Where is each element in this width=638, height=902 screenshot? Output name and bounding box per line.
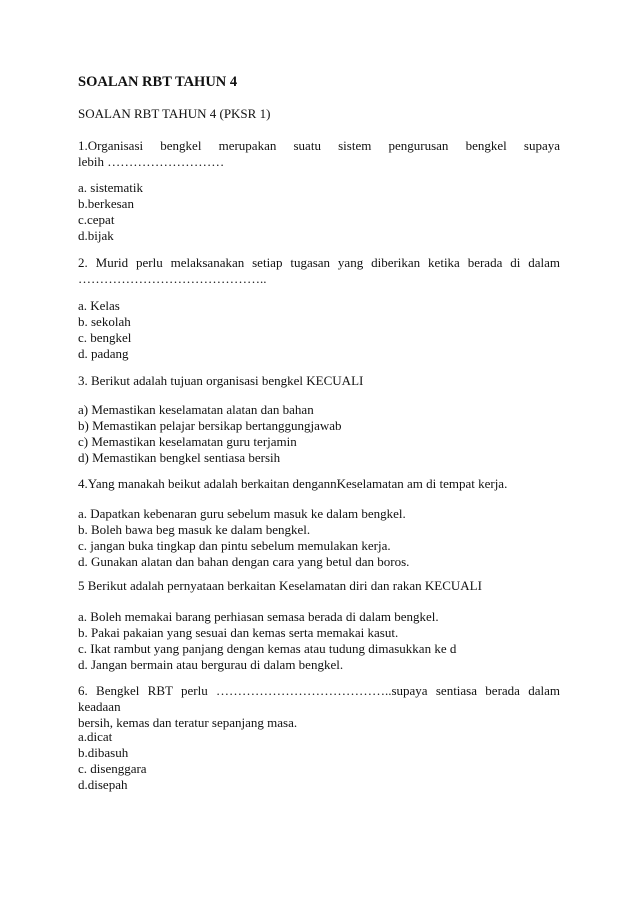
question-4-options: [78, 506, 560, 570]
question-3-options: [78, 402, 560, 466]
option-c: c. jangan buka tingkap dan pintu sebelum memulakan kerja.: [78, 538, 391, 553]
question-1: [78, 138, 560, 170]
option-a: a. Kelas: [78, 298, 120, 313]
question-5-text: 5 Berikut adalah pernyataan berkaitan Keselamatan diri dan rakan KECUALI: [78, 578, 482, 593]
question-1-options: [78, 180, 560, 244]
question-2-options: [78, 298, 560, 362]
question-4: [78, 476, 560, 492]
option-d: d. Gunakan alatan dan bahan dengan cara yang betul dan boros.: [78, 554, 410, 569]
question-4-text: 4.Yang manakah beikut adalah berkaitan dengannKeselamatan am di tempat kerja.: [78, 476, 508, 491]
question-3: [78, 373, 560, 389]
option-c: c. Ikat rambut yang panjang dengan kemas atau tudung dimasukkan ke d: [78, 641, 457, 656]
option-d: d.bijak: [78, 228, 114, 243]
option-a: a. sistematik: [78, 180, 143, 195]
option-c: c. bengkel: [78, 330, 132, 345]
question-5-options: [78, 609, 560, 673]
question-6-text-cont: bersih, kemas dan teratur sepanjang masa.: [78, 715, 298, 730]
question-5: [78, 578, 560, 594]
option-a: a) Memastikan keselamatan alatan dan bahan: [78, 402, 314, 417]
option-a: a.dicat: [78, 729, 113, 744]
option-d: d.disepah: [78, 777, 128, 792]
option-b: b. Boleh bawa beg masuk ke dalam bengkel.: [78, 522, 311, 537]
document-subtitle: SOALAN RBT TAHUN 4 (PKSR 1): [78, 106, 271, 121]
option-c: c. disenggara: [78, 761, 147, 776]
option-c: c.cepat: [78, 212, 115, 227]
option-b: b.dibasuh: [78, 745, 129, 760]
option-b: b. sekolah: [78, 314, 131, 329]
question-1-text: 1.Organisasi bengkel merupakan suatu sistem pengurusan bengkel supaya: [78, 138, 560, 153]
question-2-text-cont: ……………………………………..: [78, 271, 267, 286]
question-3-text: 3. Berikut adalah tujuan organisasi bengkel KECUALI: [78, 373, 364, 388]
question-2-text: 2. Murid perlu melaksanakan setiap tugasan yang diberikan ketika berada di dalam: [78, 255, 560, 270]
question-1-text-cont: lebih ………………………: [78, 154, 225, 169]
option-b: b) Memastikan pelajar bersikap bertanggungjawab: [78, 418, 342, 433]
question-6: [78, 683, 560, 731]
option-a: a. Dapatkan kebenaran guru sebelum masuk ke dalam bengkel.: [78, 506, 406, 521]
question-6-options: [78, 729, 560, 793]
document-title: SOALAN RBT TAHUN 4: [78, 74, 238, 90]
option-a: a. Boleh memakai barang perhiasan semasa berada di dalam bengkel.: [78, 609, 439, 624]
question-2: [78, 255, 560, 287]
option-d: d) Memastikan bengkel sentiasa bersih: [78, 450, 281, 465]
option-b: b.berkesan: [78, 196, 134, 211]
option-d: d. Jangan bermain atau bergurau di dalam bengkel.: [78, 657, 344, 672]
question-6-text: 6. Bengkel RBT perlu …………………………………..supaya sentiasa berada dalam keadaan: [78, 683, 560, 714]
option-c: c) Memastikan keselamatan guru terjamin: [78, 434, 297, 449]
option-b: b. Pakai pakaian yang sesuai dan kemas serta memakai kasut.: [78, 625, 399, 640]
option-d: d. padang: [78, 346, 129, 361]
